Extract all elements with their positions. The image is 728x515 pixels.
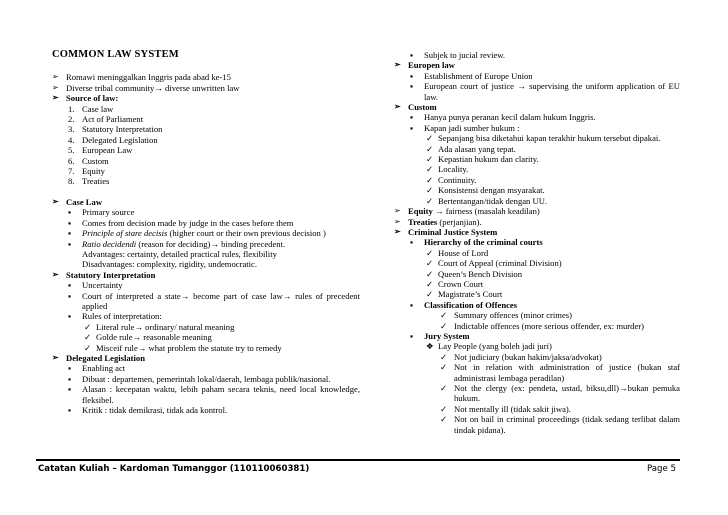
list-item: ❖ Lay People (yang boleh jadi juri) xyxy=(426,341,552,352)
list-item: 6. Custom xyxy=(68,155,109,166)
list-item: ▪ Enabling act xyxy=(68,363,126,374)
arrow-bullet-icon: ➢ xyxy=(52,82,59,92)
square-bullet-icon: ▪ xyxy=(68,280,72,291)
list-item: ▪ Alasan : kecepatan waktu, lebih paham secara teknis, need local knowledge, fleksibel. xyxy=(68,384,360,405)
list-item: ▪ Comes from decision made by judge in the cases before them xyxy=(68,217,294,228)
footer-divider xyxy=(36,459,680,461)
list-item: ▪ Court of interpreted a state→ become part of case law→ rules of precedent applied xyxy=(68,290,360,311)
list-item: ▪ Primary source xyxy=(68,207,135,218)
square-bullet-icon: ▪ xyxy=(68,238,72,249)
arrow-bullet-icon: ➢ xyxy=(394,216,401,226)
square-bullet-icon: ▪ xyxy=(410,299,414,310)
list-item: ✓ House of Lord xyxy=(426,247,489,258)
list-item: ▪ Establishment of Europe Union xyxy=(410,70,533,81)
list-item: ✓ Golde rule→ reasonable meaning xyxy=(84,332,212,343)
check-icon: ✓ xyxy=(440,351,448,362)
list-item: ▪ Uncertainty xyxy=(68,280,123,291)
arrow-bullet-icon: ➢ xyxy=(52,269,59,279)
list-item: ✓ Summary offences (minor crimes) xyxy=(440,310,572,321)
list-item: ▪ European court of justice → supervising the uniform application of EU law. xyxy=(410,81,680,102)
arrow-bullet-icon: ➢ xyxy=(394,102,401,112)
square-bullet-icon: ▪ xyxy=(410,122,414,133)
list-item: 2. Act of Parliament xyxy=(68,114,144,125)
list-item: ✓ Bertentangan/tidak dengan UU. xyxy=(426,195,548,206)
arrow-bullet-icon: ➢ xyxy=(394,206,401,216)
square-bullet-icon: ▪ xyxy=(68,405,72,415)
check-icon: ✓ xyxy=(426,174,434,185)
check-icon: ✓ xyxy=(440,310,448,321)
list-item: 7. Equity xyxy=(68,166,105,177)
right-column xyxy=(394,50,680,435)
section-heading: ➢ Equity → fairness (masalah keadilan) xyxy=(394,206,540,217)
check-icon: ✓ xyxy=(426,268,434,279)
arrow-bullet-icon: ➢ xyxy=(52,93,59,103)
list-item: ✓ Queen’s Bench Division xyxy=(426,268,523,279)
square-bullet-icon: ▪ xyxy=(68,363,72,374)
check-icon: ✓ xyxy=(426,185,434,196)
check-icon: ✓ xyxy=(84,321,92,332)
page-number: Page 5 xyxy=(646,464,676,474)
arrow-bullet-icon: ➢ xyxy=(394,226,401,236)
section-heading: ➢ Statutory Interpretation xyxy=(52,269,156,280)
arrow-bullet-icon: ➢ xyxy=(394,60,401,70)
square-bullet-icon: ▪ xyxy=(68,217,72,228)
check-icon: ✓ xyxy=(426,143,434,154)
diamond-bullet-icon: ❖ xyxy=(426,341,434,352)
arrow-bullet-icon: ➢ xyxy=(52,196,59,206)
list-item: ▪ Kritik : tidak demikrasi, tidak ada kontrol. xyxy=(68,405,228,415)
list-item: ▪ Hanya punya peranan kecil dalam hukum Inggris. xyxy=(410,112,596,123)
square-bullet-icon: ▪ xyxy=(410,50,414,60)
sources-list xyxy=(52,104,360,187)
list-item: ▪ Jury System xyxy=(410,330,470,341)
section-heading: ➢ Treaties (perjanjian). xyxy=(394,216,482,227)
list-item: ✓ Misceif rule→ what problem the statute try to remedy xyxy=(84,342,282,353)
check-icon: ✓ xyxy=(426,247,434,258)
list-item: ✓ Indictable offences (more serious offender, ex: murder) xyxy=(440,320,644,331)
check-icon: ✓ xyxy=(426,133,434,144)
list-item: ✓ Crown Court xyxy=(426,278,484,289)
list-item: ✓ Not mentally ill (tidak sakit jiwa). xyxy=(440,403,571,414)
list-item: ▪ Principle of stare decisis (higher court or their own previous decision ) xyxy=(68,228,326,239)
check-icon: ✓ xyxy=(426,289,434,300)
section-heading: ➢ Criminal Justice System xyxy=(394,226,498,237)
list-item: ✓ Locality. xyxy=(426,164,469,175)
list-item: ▪ Subjek to jucial review. xyxy=(410,50,506,60)
list-item: ▪ Hierarchy of the criminal courts xyxy=(410,237,543,248)
section-heading: ➢ Custom xyxy=(394,102,437,113)
arrow-bullet-icon: ➢ xyxy=(52,352,59,362)
square-bullet-icon: ▪ xyxy=(410,237,414,248)
check-icon: ✓ xyxy=(84,332,92,343)
list-item: ✓ Sepanjang bisa diketahui kapan terakhir hukum tersebut dipakai. xyxy=(426,133,661,144)
list-item: ▪ Ratio decidendi (reason for deciding)→ binding precedent. Advantages: certainty, detailed practical rules, flexibility Disadvantages: complexity, rigidity, undemocratic. xyxy=(68,238,286,270)
section-heading: ➢ Source of law: xyxy=(52,93,119,104)
check-icon: ✓ xyxy=(440,383,448,393)
square-bullet-icon: ▪ xyxy=(410,70,414,81)
list-item: ✓ Not the clergy (ex: pendeta, ustad, biksu,dll)→bukan pemuka hukum. xyxy=(440,383,680,404)
check-icon: ✓ xyxy=(440,362,448,373)
square-bullet-icon: ▪ xyxy=(68,290,72,301)
list-item: 3. Statutory Interpretation xyxy=(68,124,163,135)
check-icon: ✓ xyxy=(426,154,434,165)
check-icon: ✓ xyxy=(440,403,448,414)
list-item: ✓ Kepastian hukum dan clarity. xyxy=(426,154,539,165)
check-icon: ✓ xyxy=(426,195,434,206)
list-item: 5. European Law xyxy=(68,145,133,156)
list-item: ✓ Court of Appeal (criminal Division) xyxy=(426,258,562,269)
check-icon: ✓ xyxy=(84,342,92,353)
list-item: ✓ Ada alasan yang tepat. xyxy=(426,143,516,154)
list-item: ✓ Literal rule→ ordinary/ natural meaning xyxy=(84,321,235,332)
list-item: 4. Delegated Legislation xyxy=(68,134,158,145)
check-icon: ✓ xyxy=(426,278,434,289)
list-item: 8. Treaties xyxy=(68,176,110,187)
check-icon: ✓ xyxy=(440,414,448,425)
list-item: ▪ Kapan jadi sumber hukum : xyxy=(410,122,520,133)
list-item: ✓ Magistrate’s Court xyxy=(426,289,503,300)
square-bullet-icon: ▪ xyxy=(68,311,72,322)
list-item: ✓ Continuity. xyxy=(426,174,477,185)
list-item: ➢ Romawi meninggalkan Inggris pada abad ke-15 xyxy=(52,72,231,83)
page-title: COMMON LAW SYSTEM xyxy=(52,49,179,60)
list-item: ✓ Konsistensi dengan msyarakat. xyxy=(426,185,545,196)
left-column xyxy=(52,50,360,415)
square-bullet-icon: ▪ xyxy=(68,207,72,218)
square-bullet-icon: ▪ xyxy=(68,384,72,395)
list-item: ➢ Diverse tribal community→ diverse unwritten law xyxy=(52,82,240,93)
square-bullet-icon: ▪ xyxy=(68,228,72,239)
square-bullet-icon: ▪ xyxy=(68,373,72,384)
list-item: 1. Case law xyxy=(68,103,114,114)
square-bullet-icon: ▪ xyxy=(410,112,414,123)
check-icon: ✓ xyxy=(440,320,448,331)
list-item: ▪ Classification of Offences xyxy=(410,299,518,310)
section-heading: ➢ Europen law xyxy=(394,60,455,71)
arrow-bullet-icon: ➢ xyxy=(52,72,59,82)
check-icon: ✓ xyxy=(426,164,434,175)
section-heading: ➢ Case Law xyxy=(52,196,103,207)
list-item: ✓ Not on bail in criminal proceedings (tidak sedang terlibat dalam tindak pidana). xyxy=(440,414,680,435)
list-item: ▪ Rules of interpretation: xyxy=(68,311,162,322)
footer-author: Catatan Kuliah – Kardoman Tumanggor (110110060381) xyxy=(38,464,310,474)
list-item: ✓ Not in relation with administration of justice (bukan staf administrasi lembaga peradilan) xyxy=(440,362,680,383)
list-item: ▪ Dibuat : departemen, pemerintah lokal/daerah, lembaga publik/nasional. xyxy=(68,373,331,384)
check-icon: ✓ xyxy=(426,258,434,269)
square-bullet-icon: ▪ xyxy=(410,330,414,341)
square-bullet-icon: ▪ xyxy=(410,81,414,92)
list-item: ✓ Not judiciary (bukan hakim/jaksa/advokat) xyxy=(440,351,602,362)
section-heading: ➢ Delegated Legislation xyxy=(52,352,146,363)
